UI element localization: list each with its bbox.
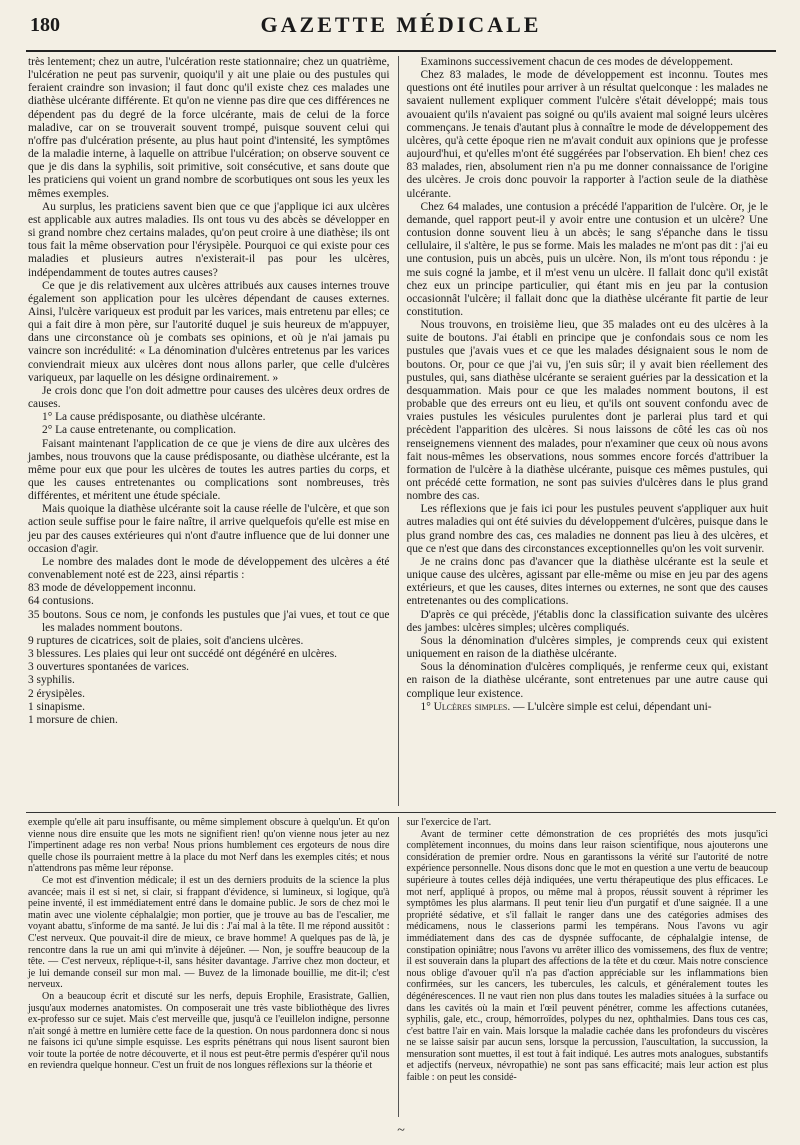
list-item: 1 sinapisme. [28, 700, 85, 713]
section-heading: 1° Ulcères simples. [420, 700, 511, 713]
right-column [399, 56, 777, 806]
feuilleton-right-column [399, 817, 777, 1117]
page-number: 180 [30, 14, 60, 36]
list-item: 2 érysipèles. [28, 687, 85, 700]
paragraph: sur l'exercice de l'art. [406, 817, 492, 828]
paragraph: exemple qu'elle ait paru insuffisante, ou même simplement obscure à quelqu'un. Et qu'on vienne nous dire ensuite que les mots ne signifient rien! qu'on vienne nous jeter au nez l'impertinent adage res non verba! Nous prions humblement ces ergoteurs de nous dire quelle chose ils pourraient mettre à la place du mot Nerf dans les exemples cités; et nous n'attendrons pas même leur réponse. [28, 817, 390, 875]
paragraph: Je ne crains donc pas d'avancer que la diathèse ulcérante est la seule et unique cause des ulcères, agissant par elle-même ou mise en jeu par des agens extérieurs, et que les causes, dites internes ou externes, ne sont que des causes entretenantes ou des complications. [406, 555, 768, 608]
paragraph: Au surplus, les praticiens savent bien que ce que j'applique ici aux ulcères est applicable aux autres maladies. Ils ont tous vu des abcès se développer en si grand nombre chez certains malades, qu'on peut croire à une diathèse; ils ont tous fait la même observation pour l'érysipèle. Pourquoi ce qui existe pour ces maladies et plusieurs autres n'existerait-il pas pour les ulcères, indépendamment de toutes autres causes? [28, 200, 390, 279]
paragraph: Le nombre des malades dont le mode de développement des ulcères a été convenablement noté est de 223, ainsi répartis : [28, 555, 390, 582]
paragraph: Mais quoique la diathèse ulcérante soit la cause réelle de l'ulcère, et que son action seule suffise pour le faire naître, il arrive quelquefois qu'elle est mise en jeu par des causes extérieures qui n'ont d'autre influence que de lui donner une occasion d'agir. [28, 503, 390, 555]
paragraph: Sous la dénomination d'ulcères simples, je comprends ceux qui existent uniquement en raison de la diathèse ulcérante. [406, 634, 768, 661]
paragraph: Ce mot est d'invention médicale; il est un des derniers produits de la science la plus avancée; mais il est si net, si clair, si frappant d'évidence, si lumineux, si logique, qu'à peine inventé, il est immédiatement entré dans le domaine public. Je sors de chez moi le matin avec une violente céphalalgie; mon portier, que je trouve au bas de l'escalier, me voyant abattu, s'informe de ma santé. Je lui dis : J'ai mal à la tête. Il me répond aussitôt : C'est nerveux. Que pouvait-il dire de mieux, ce brave homme! A quelques pas de là, je rencontre dans la rue un ami qui m'invite à déjeûner. — Non, je souffre beaucoup de la tête. — C'est nerveux, réplique-t-il, sans hésiter davantage. J'arrive chez mon docteur, et je lui demande conseil sur mon mal. — Buvez de la limonade bouillie, me dit-il; c'est nerveux. [28, 874, 390, 991]
list-item: 3 ouvertures spontanées de varices. [28, 661, 189, 674]
list-item: 3 blessures. Les plaies qui leur ont succédé ont dégénéré en ulcères. [28, 648, 338, 661]
case-list [28, 582, 390, 727]
paragraph: Les réflexions que je fais ici pour les pustules peuvent s'appliquer aux huit autres maladies qui ont été suivies du développement d'ulcères, puisque dans le plus grand nombre des cas, ces maladies ne donnent pas lieu à des ulcères, et que ce n'est que dans des circonstances exceptionnelles qu'on les voit survenir. [406, 503, 768, 555]
paragraph: très lentement; chez un autre, l'ulcération reste stationnaire; chez un quatrième, l'ulcération ne peut pas survenir, quoiqu'il y ait une plaie ou des pustules qui feraient craindre son invasion; il faut donc qu'il existe chez ces malades une diathèse ulcérante différente. Et qu'on ne vienne pas dire que ces différences ne dépendent pas du degré de la force ulcérante, mais de celui de la force maladive, car on se trouverait souvent trompé, puisque souvent celui qui n'offre pas d'ulcération présente, au plus haut point d'intensité, les symptômes de la maladie interne, à laquelle on attribue l'ulcération; on observe souvent ce que je dis dans la syphilis, soit primitive, soit consécutive, et sans doute que les praticiens qui voient un grand nombre de scorbutiques ont sous les yeux les mêmes exemples. [28, 56, 390, 200]
list-item: 1 morsure de chien. [28, 713, 118, 726]
paragraph: Nous trouvons, en troisième lieu, que 35 malades ont eu des ulcères à la suite de boutons. J'ai établi en principe que je confondais sous ce nom les pustules que j'avais vues et ce que les malades désignaient sous le nom de boutons. Or, pour ce que j'ai vu, j'en suis sûr; il y avait bien réellement des pustules, qui, sans diathèse ulcérante se seraient guéries par la dessication et la desquammation. Mais pour ce que les malades nomment boutons, il est probable que des erreurs ont eu lieu, et qu'ils ont souvent confondu avec de vraies pustules les vésicules purulentes dont je parlerai plus tard et qui précèdent l'apparition des ulcères. Si nous laissons de côté les cas où nos renseignemens viennent des malades, pour n'examiner que ceux où nous avons fait nous-mêmes les observations, nous sommes encore forcés d'attribuer la formation de l'ulcère à la diathèse ulcérante, puisque ces mêmes pustules, qui ont précédé cette formation, ne sont pas suivies d'ulcères dans le plus grand nombre des cas. [406, 319, 768, 503]
list-item: 3 syphilis. [28, 674, 75, 687]
paragraph: Sous la dénomination d'ulcères compliqués, je renferme ceux qui, existant en raison de la diathèse ulcérante, sont entretenues par une autre cause qui complique leur existence. [406, 661, 768, 700]
paragraph: Chez 83 malades, le mode de développement est inconnu. Toutes mes questions ont été inutiles pour arriver à un résultat quelconque : les malades ne savaient nullement expliquer comment l'ulcère s'était développé; mais tous avouaient qu'ils n'avaient pas soigné ou qu'ils avaient mal soigné leurs ulcères commençans. Je tenais d'autant plus à connaître le mode de développement des ulcères, qu'à cette époque rien ne m'avait conduit aux opinions que je professe aujourd'hui, et qu'elles m'ont été suggérées par l'observation. Eh bien! chez ces 83 malades, rien, absolument rien n'a pu me donner connaissance de l'origine des ulcères. Je crois donc pouvoir la rapporter à l'action seule de la diathèse ulcérante. [406, 69, 768, 200]
feuilleton-left-column [26, 817, 399, 1117]
section-text: — L'ulcère simple est celui, dépendant uni- [513, 700, 712, 713]
left-column [26, 56, 399, 806]
cause-item: 2° La cause entretenante, ou complication. [42, 424, 237, 437]
list-item: 35 boutons. Sous ce nom, je confonds les pustules que j'ai vues, et tout ce que les malades nomment boutons. [28, 608, 390, 634]
feuilleton [26, 817, 776, 1117]
cause-item: 1° La cause prédisposante, ou diathèse ulcérante. [42, 411, 266, 424]
list-item: 83 mode de développement inconnu. [28, 582, 196, 595]
list-item: 9 ruptures de cicatrices, soit de plaies, soit d'anciens ulcères. [28, 634, 304, 647]
paragraph: Chez 64 malades, une contusion a précédé l'apparition de l'ulcère. Or, je le demande, quel rapport peut-il y avoir entre une contusion et un ulcère? Une contusion donne souvent lieu à un abcès; le sang s'épanche dans le tissu cellulaire, il s'altère, le pus se forme. Mais les malades ne m'ont pas dit : j'ai eu une contusion, puis un abcès, puis un ulcère. Non, ils m'ont tous répondu : je me suis cogné la jambe, et il m'est venu un ulcère. Il fallait donc qu'il existât chez eux un principe particulier, qui étant mis en jeu par la contusion occasionnât l'ulcère; il fallait donc que la diathèse ulcérante fit partie de leur constitution. [406, 200, 768, 318]
section-paragraph [407, 701, 769, 714]
page-header [26, 0, 776, 52]
paragraph: Ce que je dis relativement aux ulcères attribués aux causes internes trouve également son application pour les ulcères dépendant de causes externes. Ainsi, l'ulcère variqueux est produit par les varices, mais entretenu par elles; ce qui a fait dire à mon père, sur l'autorité duquel je suis heureux de m'appuyer, dans une circonstance où je combats ses opinions, et où je n'ai jamais pu vaincre son incrédulité: « La dénomination d'ulcères entretenus par les varices conviendrait mieux aux ulcères dont nous allons parler, que celle d'ulcères variqueux, par laquelle on les désigne ordinairement. » [28, 279, 390, 384]
paragraph: Examinons successivement chacun de ces modes de développement. [420, 56, 734, 68]
paragraph: Avant de terminer cette démonstration de ces propriétés des mots jusqu'ici complètement inconnues, du moins dans leur raison scientifique, nous ajouterons une considération de premier ordre. Nous en garantissons la vérité sur l'autorité de notre expérience personnelle. Nous disons donc que le mot en question a une vertu de beaucoup supérieure à toutes celles déjà indiquées, une vertu thérapeutique des plus efficaces. Le mot nerf, appliqué à propos, ou même mal à propos, réussit souvent à réprimer les symptômes les plus alarmans. Il peut tenir lieu d'un purgatif et d'une saignée. Il a une propriété sédative, et s'il fallait le ranger dans une des catégories admises des médicamens, nous le classerions parmi les tempérans. Nous l'avons vu agir immédiatement dans des cas de dyspnée suffocante, de céphalalgie intense, de constipation opiniâtre; nous l'avons vu arrêter illico des vomissemens, des flux de ventre; il est souverain dans la plupart des affections de la tête et du cœur. Mais notre conscience nous oblige d'avouer qu'il n'a pas d'action appréciable sur les inflammations bien confirmées, sur les cancers, les tubercules, les calculs, et généralement toutes les dégénérescences. Il ne vaut rien non plus dans toutes les maladies situées à la surface ou dans les cavités où la main et l'œil peuvent pénétrer, comme les affections cutanées, syphilis, gale, etc., croup, hémorroïdes, polypes du nez, ophthalmies. Dans tous ces cas, c'est battre l'air en vain. Mais lorsque la maladie cachée dans les profondeurs du viscères ne se laisse saisir par aucun sens, lorsque la percussion, l'auscultation, la succussion, la mensuration sont muettes, il est tout à fait indiqué. Les autres mots analogues, substantifs et adjectifs (nerveux, névropathie) ne sont pas sans efficacité; mais leur action est plus faible : on peut les considé- [406, 828, 768, 1084]
bottom-ornament: ~ [397, 1123, 405, 1138]
paragraph: On a beaucoup écrit et discuté sur les nerfs, depuis Erophile, Erasistrate, Gallien, jusqu'aux modernes anatomistes. On composerait une très vaste bibliothèque des livres ex-professo sur ce sujet. Mais c'est merveille que, jusqu'à ce l'euillelon indigne, personne n'ait songé à mettre en lumière cette face de la question. On nous pardonnera donc si nous ne faisons ici qu'une simple esquisse. Les esprits pénétrans qui nous lisent sauront bien voir toute la portée de notre découverte, et il nous est peut-être permis d'espérer qu'il nous en reviendra quelque honneur. C'est un fruit de nos longues réflexions sur la théorie et [28, 990, 390, 1072]
paragraph: D'après ce qui précède, j'établis donc la classification suivante des ulcères des jambes: ulcères simples; ulcères compliqués. [406, 608, 768, 634]
main-article [26, 56, 776, 806]
feuilleton-divider [26, 812, 776, 813]
paragraph: Je crois donc que l'on doit admettre pour causes des ulcères deux ordres de causes. [28, 384, 390, 411]
paragraph: Faisant maintenant l'application de ce que je viens de dire aux ulcères des jambes, nous trouvons que la cause prédisposante, ou diathèse ulcérante, est la même pour eux que pour les ulcères de toutes les autres parties du corps, et que les causes entretenantes ou complications sont nombreuses, très différentes, et méritent une étude spéciale. [28, 437, 390, 503]
journal-title: GAZETTE MÉDICALE [260, 12, 542, 37]
list-item: 64 contusions. [28, 595, 94, 608]
